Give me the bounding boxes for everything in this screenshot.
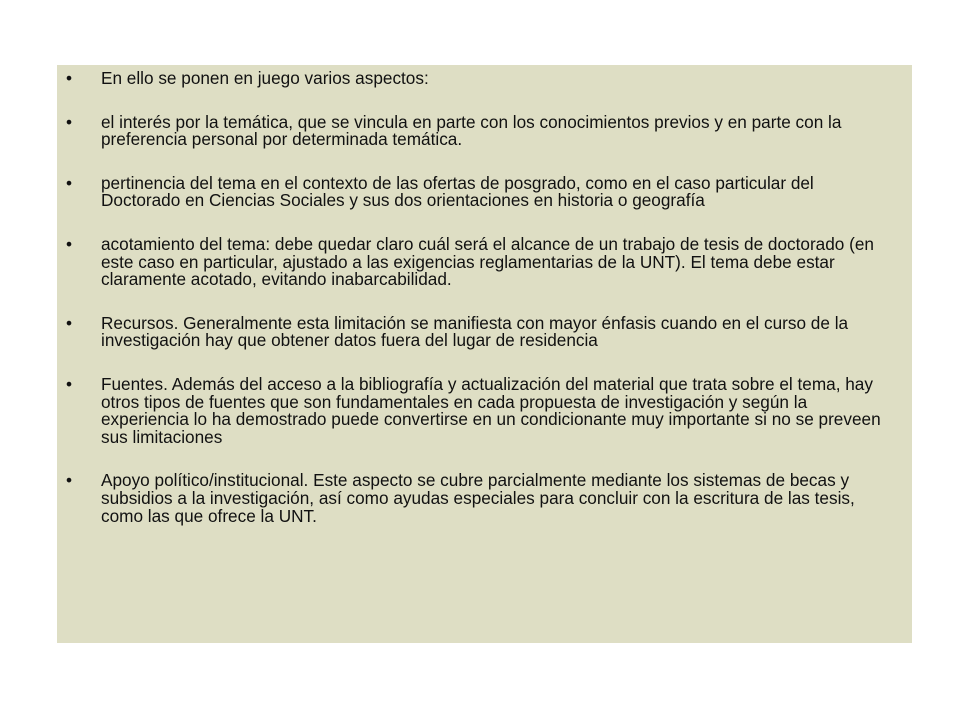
bullet-dot: •: [66, 470, 73, 491]
bullet-text: Apoyo político/institucional. Este aspecto se cubre parcialmente mediante los sistemas de becas y subsidios a la investigación, así como ayudas especiales para concluir con la escritura de las tesis, como las que ofrece la UNT.: [101, 470, 855, 526]
bullet-text: acotamiento del tema: debe quedar claro cuál será el alcance de un trabajo de tesis de doctorado (en este caso en particular, ajustado a las exigencias reglamentarias de la UNT). El tema debe estar claramente acotado, evitando inabarcabilidad.: [101, 233, 874, 290]
bullet-item-6: [57, 373, 912, 447]
bullet-text: el interés por la temática, que se vincula en parte con los conocimientos previos y en parte con la preferencia personal por determinada temática.: [101, 111, 842, 150]
bullet-item-3: [57, 172, 912, 211]
bullet-item-7: [57, 472, 912, 525]
bullet-list: [57, 70, 912, 551]
bullet-dot: •: [66, 172, 73, 193]
bullet-dot: •: [66, 233, 73, 254]
slide-content-box: [57, 65, 912, 643]
bullet-text: Recursos. Generalmente esta limitación se manifiesta con mayor énfasis cuando en el curso de la investigación hay que obtener datos fuera del lugar de residencia: [101, 312, 849, 351]
bullet-item-1: [57, 70, 912, 88]
bullet-item-5: [57, 312, 912, 351]
bullet-text: pertinencia del tema en el contexto de las ofertas de posgrado, como en el caso particular del Doctorado en Ciencias Sociales y sus dos orientaciones en historia o geografía: [101, 172, 814, 211]
bullet-dot: •: [66, 312, 73, 333]
bullet-dot: •: [66, 373, 73, 394]
bullet-dot: •: [66, 68, 73, 88]
bullet-dot: •: [66, 111, 73, 132]
bullet-item-2: [57, 111, 912, 150]
bullet-text: Fuentes. Además del acceso a la bibliografía y actualización del material que trata sobre el tema, hay otros tipos de fuentes que son fundamentales en cada propuesta de investigación y según la experiencia lo ha demostrado puede convertirse en un condicionante muy importante si no se preveen sus limitaciones: [101, 373, 881, 447]
bullet-text: En ello se ponen en juego varios aspectos:: [101, 68, 429, 88]
bullet-item-4: [57, 233, 912, 290]
